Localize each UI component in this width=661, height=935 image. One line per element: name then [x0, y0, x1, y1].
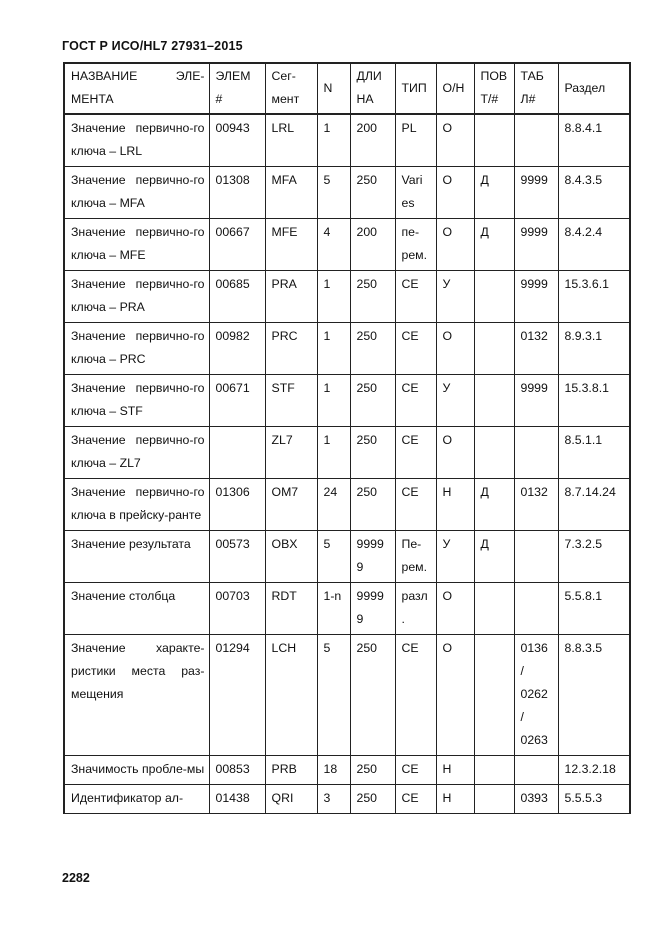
col-header-name: НАЗВАНИЕ ЭЛЕ-МЕНТА: [64, 63, 209, 114]
col-header-segment: Сег-мент: [265, 63, 317, 114]
elements-table: [63, 62, 631, 814]
cell-length: 9999 9: [350, 583, 395, 635]
cell-segment: LRL: [265, 114, 317, 167]
cell-length: 200: [350, 114, 395, 167]
cell-table: [514, 756, 558, 785]
col-header-table: ТАБ Л#: [514, 63, 558, 114]
col-header-length: ДЛИ НА: [350, 63, 395, 114]
cell-rep: Д: [474, 167, 514, 219]
cell-n: 1-n: [317, 583, 350, 635]
cell-type: CE: [395, 756, 436, 785]
cell-rep: [474, 375, 514, 427]
cell-table: 0393: [514, 785, 558, 814]
cell-section: 5.5.8.1: [558, 583, 630, 635]
cell-section: 8.5.1.1: [558, 427, 630, 479]
cell-type: CE: [395, 375, 436, 427]
cell-rep: [474, 427, 514, 479]
cell-elem: 00685: [209, 271, 265, 323]
cell-section: 8.4.3.5: [558, 167, 630, 219]
cell-section: 8.7.14.24: [558, 479, 630, 531]
cell-section: 8.8.4.1: [558, 114, 630, 167]
cell-segment: LCH: [265, 635, 317, 756]
cell-table: [514, 114, 558, 167]
cell-length: 250: [350, 375, 395, 427]
cell-segment: PRC: [265, 323, 317, 375]
cell-segment: RDT: [265, 583, 317, 635]
cell-on: О: [436, 167, 474, 219]
cell-type: PL: [395, 114, 436, 167]
cell-rep: [474, 323, 514, 375]
cell-section: 5.5.5.3: [558, 785, 630, 814]
cell-elem: 00667: [209, 219, 265, 271]
cell-table: [514, 531, 558, 583]
cell-table: [514, 583, 558, 635]
cell-n: 24: [317, 479, 350, 531]
col-header-on: О/Н: [436, 63, 474, 114]
cell-name: Значение первично-го ключа – PRC: [64, 323, 209, 375]
cell-rep: [474, 635, 514, 756]
cell-rep: [474, 114, 514, 167]
cell-elem: 00573: [209, 531, 265, 583]
cell-section: 8.9.3.1: [558, 323, 630, 375]
cell-section: 15.3.8.1: [558, 375, 630, 427]
cell-name: Значение столбца: [64, 583, 209, 635]
cell-length: 9999 9: [350, 531, 395, 583]
cell-type: CE: [395, 785, 436, 814]
cell-section: 8.4.2.4: [558, 219, 630, 271]
cell-elem: 01438: [209, 785, 265, 814]
document-header: ГОСТ Р ИСО/HL7 27931–2015: [62, 39, 243, 53]
cell-n: 1: [317, 114, 350, 167]
cell-segment: PRA: [265, 271, 317, 323]
col-header-section: Раздел: [558, 63, 630, 114]
cell-type: Пе-рем.: [395, 531, 436, 583]
cell-rep: Д: [474, 531, 514, 583]
cell-segment: ZL7: [265, 427, 317, 479]
cell-table: 0132: [514, 323, 558, 375]
cell-type: CE: [395, 479, 436, 531]
cell-elem: 01308: [209, 167, 265, 219]
cell-elem: 00943: [209, 114, 265, 167]
cell-on: У: [436, 375, 474, 427]
cell-length: 250: [350, 479, 395, 531]
cell-elem: 00671: [209, 375, 265, 427]
cell-table: 9999: [514, 375, 558, 427]
cell-name: Значение первично-го ключа – STF: [64, 375, 209, 427]
cell-n: 18: [317, 756, 350, 785]
cell-n: 5: [317, 635, 350, 756]
cell-on: О: [436, 635, 474, 756]
cell-on: Н: [436, 785, 474, 814]
col-header-n: N: [317, 63, 350, 114]
cell-on: Н: [436, 756, 474, 785]
cell-length: 250: [350, 635, 395, 756]
page-number: 2282: [62, 871, 90, 885]
cell-on: О: [436, 219, 474, 271]
cell-rep: [474, 271, 514, 323]
table-row: [64, 756, 630, 785]
cell-rep: [474, 785, 514, 814]
cell-segment: STF: [265, 375, 317, 427]
cell-table: 0132: [514, 479, 558, 531]
cell-table: 0136 / 0262 / 0263: [514, 635, 558, 756]
cell-n: 1: [317, 323, 350, 375]
cell-n: 1: [317, 271, 350, 323]
cell-name: Значение первично-го ключа в прейску-ранте: [64, 479, 209, 531]
col-header-type: ТИП: [395, 63, 436, 114]
cell-n: 1: [317, 375, 350, 427]
cell-type: разл .: [395, 583, 436, 635]
cell-length: 250: [350, 785, 395, 814]
table-row: [64, 323, 630, 375]
cell-type: пе-рем.: [395, 219, 436, 271]
cell-elem: 00703: [209, 583, 265, 635]
cell-n: 3: [317, 785, 350, 814]
table-row: [64, 785, 630, 814]
cell-on: О: [436, 583, 474, 635]
cell-length: 250: [350, 323, 395, 375]
cell-length: 250: [350, 271, 395, 323]
cell-on: О: [436, 323, 474, 375]
cell-type: CE: [395, 271, 436, 323]
table-row: [64, 479, 630, 531]
table-header-row: [64, 63, 630, 114]
cell-on: У: [436, 531, 474, 583]
cell-on: У: [436, 271, 474, 323]
cell-section: 7.3.2.5: [558, 531, 630, 583]
cell-name: Идентификатор ал-: [64, 785, 209, 814]
cell-n: 4: [317, 219, 350, 271]
cell-elem: 00853: [209, 756, 265, 785]
cell-name: Значение первично-го ключа – MFA: [64, 167, 209, 219]
cell-length: 250: [350, 756, 395, 785]
cell-type: CE: [395, 427, 436, 479]
cell-on: О: [436, 114, 474, 167]
cell-section: 12.3.2.18: [558, 756, 630, 785]
cell-section: 15.3.6.1: [558, 271, 630, 323]
cell-table: [514, 427, 558, 479]
table-row: [64, 583, 630, 635]
cell-name: Значение первично-го ключа – ZL7: [64, 427, 209, 479]
cell-elem: [209, 427, 265, 479]
cell-rep: [474, 583, 514, 635]
cell-segment: OM7: [265, 479, 317, 531]
cell-n: 5: [317, 167, 350, 219]
cell-elem: 01306: [209, 479, 265, 531]
cell-n: 5: [317, 531, 350, 583]
cell-rep: Д: [474, 219, 514, 271]
cell-table: 9999: [514, 167, 558, 219]
table-row: [64, 114, 630, 167]
cell-table: 9999: [514, 271, 558, 323]
cell-name: Значение характе-ристики места раз-мещения: [64, 635, 209, 756]
cell-on: Н: [436, 479, 474, 531]
cell-rep: Д: [474, 479, 514, 531]
cell-type: CE: [395, 323, 436, 375]
cell-length: 250: [350, 167, 395, 219]
cell-segment: MFE: [265, 219, 317, 271]
cell-segment: OBX: [265, 531, 317, 583]
cell-type: CE: [395, 635, 436, 756]
table-row: [64, 167, 630, 219]
cell-name: Значение первично-го ключа – PRA: [64, 271, 209, 323]
cell-table: 9999: [514, 219, 558, 271]
cell-elem: 00982: [209, 323, 265, 375]
cell-name: Значимость пробле-мы: [64, 756, 209, 785]
cell-n: 1: [317, 427, 350, 479]
cell-name: Значение результата: [64, 531, 209, 583]
cell-on: О: [436, 427, 474, 479]
cell-type: Vari es: [395, 167, 436, 219]
table-row: [64, 531, 630, 583]
table-row: [64, 635, 630, 756]
cell-length: 200: [350, 219, 395, 271]
table-row: [64, 427, 630, 479]
cell-elem: 01294: [209, 635, 265, 756]
cell-name: Значение первично-го ключа – LRL: [64, 114, 209, 167]
cell-segment: PRB: [265, 756, 317, 785]
cell-rep: [474, 756, 514, 785]
table-row: [64, 219, 630, 271]
cell-length: 250: [350, 427, 395, 479]
table-row: [64, 271, 630, 323]
cell-name: Значение первично-го ключа – MFE: [64, 219, 209, 271]
cell-segment: QRI: [265, 785, 317, 814]
cell-section: 8.8.3.5: [558, 635, 630, 756]
table-row: [64, 375, 630, 427]
col-header-elem: ЭЛЕМ #: [209, 63, 265, 114]
cell-segment: MFA: [265, 167, 317, 219]
col-header-rep: ПОВ Т/#: [474, 63, 514, 114]
